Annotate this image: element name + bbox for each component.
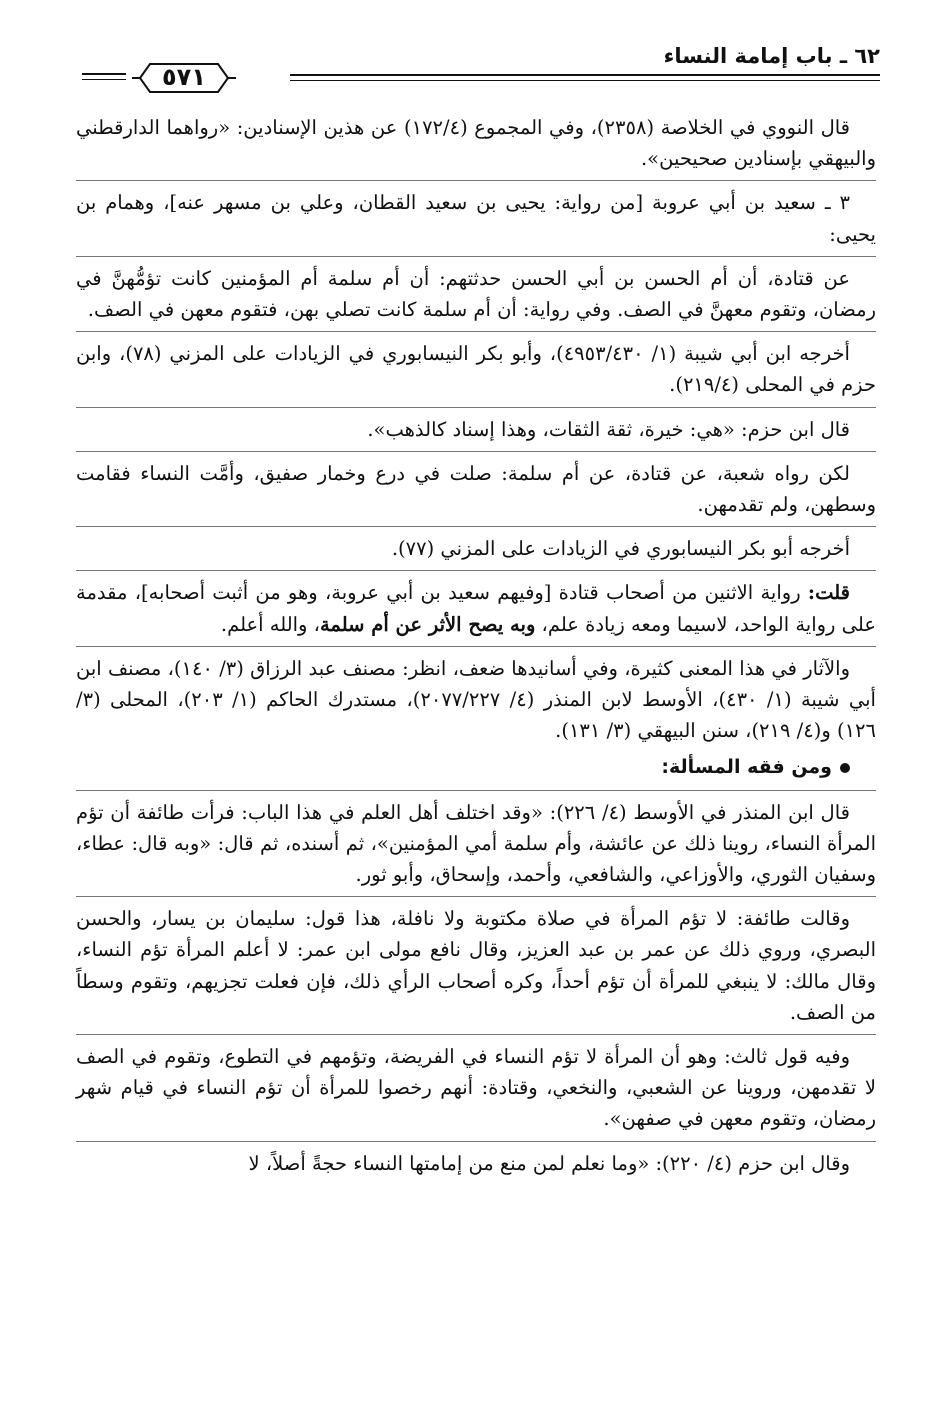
paragraph-note bbox=[76, 577, 876, 639]
main-text bbox=[76, 112, 876, 1185]
divider bbox=[76, 407, 876, 408]
divider bbox=[76, 331, 876, 332]
header-left-rule-thin bbox=[82, 79, 126, 80]
header-left-rule bbox=[82, 73, 126, 75]
divider bbox=[76, 896, 876, 897]
paragraph: وقالت طائفة: لا تؤم المرأة في صلاة مكتوبة ولا نافلة، هذا قول: سليمان بن يسار، والحسن البصري، وروي ذلك عن عمر بن عبد العزيز، وقال نافع مولى ابن عمر: لا أعلم المرأة تؤم النساء، وقال مالك: لا ينبغي للمرأة أن تؤم أحداً، وكره أصحاب الرأي ذلك، فإن فعلت تجزيهم، وتقوم وسطاً من الصف. bbox=[76, 907, 876, 1024]
divider bbox=[76, 256, 876, 257]
note-text: رواية الاثنين من أصحاب قتادة [وفيهم سعيد بن أبي عروبة، وهو من أثبت أصحابه]، مقدمة على رواية الواحد، لاسيما ومعه زيادة علم، bbox=[76, 581, 876, 636]
paragraph: عن قتادة، أن أم الحسن بن أبي الحسن حدثتهم: أن أم سلمة أم المؤمنين كانت تؤمُّهنَّ في رمضان، وتقوم معهنَّ في الصف. وفي رواية: أن أم سلمة كانت تصلي بهن، فتقوم معهن في الصف. bbox=[76, 266, 876, 322]
divider bbox=[76, 790, 876, 791]
divider bbox=[76, 180, 876, 181]
paragraph: لكن رواه شعبة، عن قتادة، عن أم سلمة: صلت في درع وخمار صفيق، وأمَّت النساء فقامت وسطهن، ولم تقدمهن. bbox=[76, 461, 876, 517]
divider bbox=[76, 1034, 876, 1035]
page-number-ornament bbox=[130, 58, 238, 98]
paragraph: قال النووي في الخلاصة (٢٣٥٨)، وفي المجموع (١٧٢/٤) عن هذين الإسنادين: «رواهما الدارقطني والبيهقي بإسنادين صحيحين». bbox=[76, 116, 876, 171]
paragraph: أخرجه أبو بكر النيسابوري في الزيادات على المزني (٧٧). bbox=[391, 537, 850, 561]
note-label: قلت: bbox=[807, 581, 850, 605]
chapter-title: ٦٢ ـ باب إمامة النساء bbox=[663, 44, 880, 68]
page-header bbox=[70, 40, 880, 100]
divider bbox=[76, 646, 876, 647]
note-emphasis: وبه يصح الأثر عن أم سلمة bbox=[319, 612, 536, 636]
divider bbox=[76, 526, 876, 527]
section-heading bbox=[76, 752, 876, 783]
paragraph: قال ابن حزم: «هي: خيرة، ثقة الثقات، وهذا إسناد كالذهب». bbox=[367, 417, 850, 441]
note-end: ، والله أعلم. bbox=[220, 612, 320, 636]
paragraph: والآثار في هذا المعنى كثيرة، وفي أسانيدها ضعف، انظر: مصنف عبد الرزاق (٣/ ١٤٠)، مصنف ابن أبي شيبة (١/ ٤٣٠)، الأوسط لابن المنذر (٤/ ٢٠٧٧/٢٢٧)، مستدرك الحاكم (١/ ٢٠٣)، المحلى (٣/ ١٢٦) و(٤/ ٢١٩)، سنن البيهقي (٣/ ١٣١). bbox=[76, 656, 876, 743]
page-number: ٥٧١ bbox=[162, 63, 206, 91]
paragraph: أخرجه ابن أبي شيبة (١/ ٤٩٥٣/٤٣٠)، وأبو بكر النيسابوري في الزيادات على المزني (٧٨)، وابن حزم في المحلى (٢١٩/٤). bbox=[76, 342, 876, 397]
paragraph: قال ابن المنذر في الأوسط (٤/ ٢٢٦): «وقد اختلف أهل العلم في هذا الباب: فرأت طائفة أن تؤم المرأة النساء، روينا ذلك عن عائشة، وأم سلمة أمي المؤمنين»، ثم أسنده، ثم قال: «وبه قال: عطاء، وسفيان الثوري، والأوزاعي، والشافعي، وأحمد، وإسحاق، وأبو ثور. bbox=[76, 800, 876, 887]
header-rule-thin bbox=[290, 80, 880, 81]
section-heading-text: ومن فقه المسألة: bbox=[661, 756, 832, 779]
divider bbox=[76, 1141, 876, 1142]
bullet-icon bbox=[840, 763, 850, 773]
header-rule bbox=[290, 74, 880, 76]
paragraph: وقال ابن حزم (٤/ ٢٢٠): «وما نعلم لمن منع من إمامتها النساء حجةً أصلاً، لا bbox=[248, 1151, 850, 1175]
paragraph: وفيه قول ثالث: وهو أن المرأة لا تؤم النساء في الفريضة، وتؤمهم في التطوع، وتقوم في الصف لا تقدمهن، وروينا عن الشعبي، والنخعي، وقتادة: أنهم رخصوا للمرأة أن تؤم النساء في قيام شهر رمضان، وتقوم معهن في صفهن». bbox=[76, 1045, 876, 1131]
divider bbox=[76, 451, 876, 452]
divider bbox=[76, 570, 876, 571]
paragraph: ٣ ـ سعيد بن أبي عروبة [من رواية: يحيى بن سعيد القطان، وعلي بن مسهر عنه]، وهمام بن يحيى: bbox=[76, 191, 876, 246]
